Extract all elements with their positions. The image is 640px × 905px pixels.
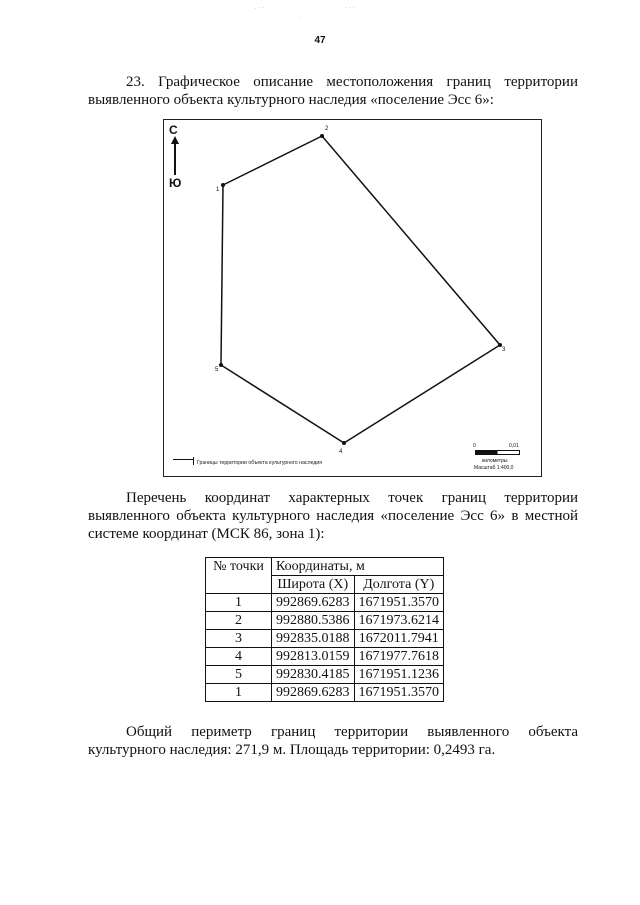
summary-paragraph: Общий периметр границ территории выявленного объекта культурного наследия: 271,9 м. Площадь территории: 0,2493 га. bbox=[88, 724, 578, 758]
cell-lat: 992813.0159 bbox=[272, 648, 355, 666]
cell-point: 4 bbox=[206, 648, 272, 666]
cell-point: 5 bbox=[206, 666, 272, 684]
scan-speck: · · · bbox=[345, 5, 355, 11]
scale-bar bbox=[475, 450, 520, 455]
cell-lat: 992835.0188 bbox=[272, 630, 355, 648]
table-row bbox=[206, 648, 444, 666]
coordinates-intro: Перечень координат характерных точек границ территории выявленного объекта культурного наследия «поселение Эсс 6» в местной системе координат (МСК 86, зона 1): bbox=[88, 490, 578, 542]
section-heading: 23. Графическое описание местоположения границ территории выявленного объекта культурного наследия «поселение Эсс 6»: bbox=[88, 74, 578, 108]
scale-ratio-label: Масштаб 1:400,0 bbox=[474, 465, 514, 471]
north-arrow-icon bbox=[171, 136, 179, 144]
scale-unit-label: километры bbox=[482, 458, 508, 464]
compass-north-label: С bbox=[169, 123, 178, 137]
table-row bbox=[206, 630, 444, 648]
page-number: 47 bbox=[314, 35, 326, 46]
cell-point: 1 bbox=[206, 594, 272, 612]
table-row bbox=[206, 684, 444, 702]
header-coordinates: Координаты, м bbox=[272, 558, 444, 576]
boundary-polygon bbox=[221, 136, 500, 443]
cell-lon: 1671973.6214 bbox=[354, 612, 444, 630]
cell-lon: 1672011.7941 bbox=[354, 630, 444, 648]
vertex-label-5: 5 bbox=[215, 367, 219, 373]
vertex-point-4 bbox=[342, 441, 346, 445]
table-row bbox=[206, 612, 444, 630]
cell-lat: 992869.6283 bbox=[272, 684, 355, 702]
boundary-map bbox=[163, 119, 542, 477]
cell-lat: 992830.4185 bbox=[272, 666, 355, 684]
cell-lon: 1671951.1236 bbox=[354, 666, 444, 684]
vertex-label-1: 1 bbox=[216, 187, 220, 193]
table-row bbox=[206, 594, 444, 612]
map-canvas bbox=[164, 120, 541, 476]
header-lat: Широта (X) bbox=[272, 576, 355, 594]
vertex-label-4: 4 bbox=[339, 449, 343, 455]
cell-point: 2 bbox=[206, 612, 272, 630]
vertex-label-2: 2 bbox=[325, 126, 329, 132]
cell-point: 1 bbox=[206, 684, 272, 702]
header-point: № точки bbox=[206, 558, 272, 594]
cell-lon: 1671951.3570 bbox=[354, 684, 444, 702]
compass-south-label: Ю bbox=[169, 176, 182, 190]
cell-lat: 992880.5386 bbox=[272, 612, 355, 630]
scan-speck: · bbox=[300, 15, 302, 21]
vertex-point-5 bbox=[219, 363, 223, 367]
scale-zero-label: 0 bbox=[473, 443, 476, 449]
scan-speck: . · · bbox=[255, 5, 264, 11]
cell-lon: 1671951.3570 bbox=[354, 594, 444, 612]
cell-lat: 992869.6283 bbox=[272, 594, 355, 612]
legend-label: Границы территории объекта культурного наследия bbox=[197, 460, 323, 466]
coordinates-table bbox=[205, 557, 444, 702]
vertex-point-1 bbox=[221, 183, 225, 187]
table-header-row bbox=[206, 558, 444, 576]
table-row bbox=[206, 666, 444, 684]
cell-lon: 1671977.7618 bbox=[354, 648, 444, 666]
cell-point: 3 bbox=[206, 630, 272, 648]
header-lon: Долгота (Y) bbox=[354, 576, 444, 594]
scale-max-label: 0,01 bbox=[509, 443, 519, 449]
legend-tick bbox=[193, 457, 194, 465]
vertex-label-3: 3 bbox=[502, 347, 506, 353]
legend-line-symbol bbox=[173, 459, 193, 460]
vertex-point-2 bbox=[320, 134, 324, 138]
